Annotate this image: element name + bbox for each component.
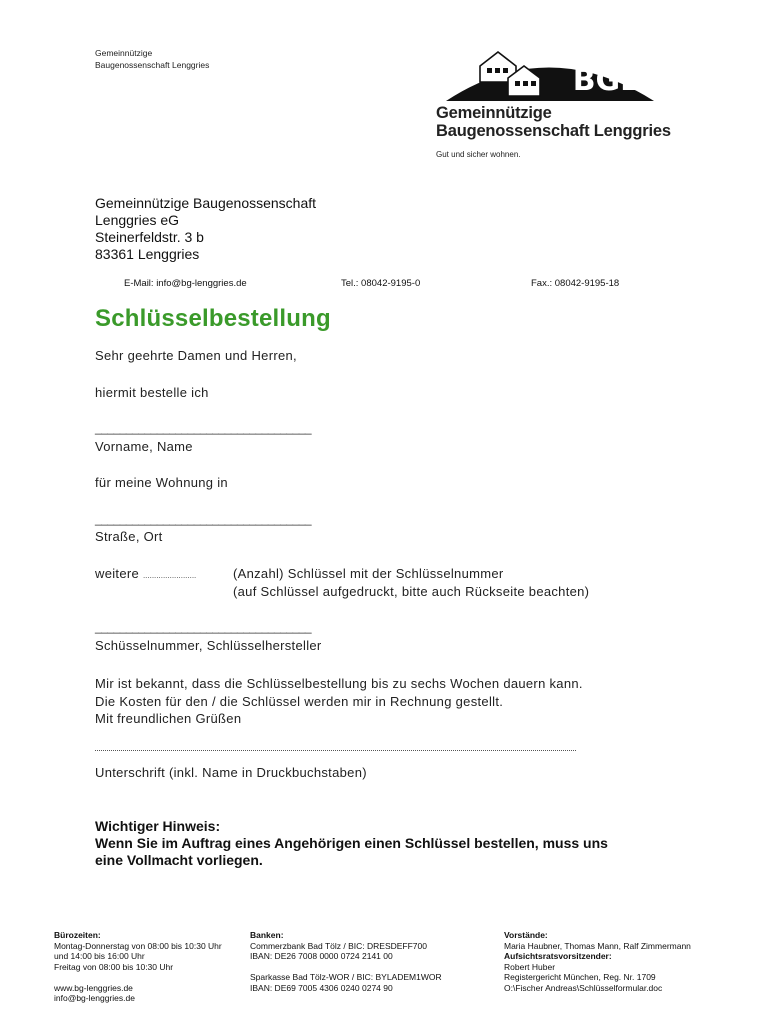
chair-heading: Aufsichtsratsvorsitzender: xyxy=(504,951,612,961)
footer-office xyxy=(54,930,222,1004)
statement-line: Mir ist bekannt, dass die Schlüsselbestellung bis zu sechs Wochen dauern kann. xyxy=(95,676,583,691)
office-heading: Bürozeiten: xyxy=(54,930,101,940)
field-label-name: Vorname, Name xyxy=(95,439,193,454)
weitere-text: weitere xyxy=(95,566,140,581)
statement-block xyxy=(95,675,583,728)
address-line: 83361 Lenggries xyxy=(95,246,200,262)
weitere-line-2: (auf Schlüssel aufgedruckt, bitte auch Rückseite beachten) xyxy=(233,584,590,599)
signature-label: Unterschrift (inkl. Name in Druckbuchstaben) xyxy=(95,765,367,780)
email-link[interactable]: info@bg-lenggries.de xyxy=(54,993,135,1003)
contact-tel: Tel.: 08042-9195-0 xyxy=(341,278,421,289)
bank-line: IBAN: DE69 7005 4306 0240 0274 90 xyxy=(250,982,393,993)
contact-email: E-Mail: info@bg-lenggries.de xyxy=(124,278,247,289)
website-link[interactable]: www.bg-lenggries.de xyxy=(54,982,133,993)
name-input-line[interactable]: ___________________________________ xyxy=(95,421,312,435)
office-line: Montag-Donnerstag von 08:00 bis 10:30 Uhr xyxy=(54,940,222,951)
sender-small xyxy=(95,47,209,71)
address-line: Gemeinnützige Baugenossenschaft xyxy=(95,195,317,211)
register-info: Registergericht München, Reg. Nr. 1709 xyxy=(504,972,656,982)
banks-heading: Banken: xyxy=(250,930,284,940)
sender-small-line: Gemeinnützige xyxy=(95,48,153,58)
chair-name: Robert Huber xyxy=(504,961,556,972)
page-title: Schlüsselbestellung xyxy=(95,305,331,332)
address-line: Lenggries eG xyxy=(95,212,180,228)
field-label-street: Straße, Ort xyxy=(95,529,163,544)
quantity-input-dots[interactable]: ........................ xyxy=(142,571,197,580)
office-line: Freitag von 08:00 bis 10:30 Uhr xyxy=(54,961,174,972)
sender-small-line: Baugenossenschaft Lenggries xyxy=(95,60,210,70)
notice-line: Wenn Sie im Auftrag eines Angehörigen einen Schlüssel bestellen, muss uns xyxy=(95,835,608,851)
logo-name xyxy=(436,104,671,140)
weitere-label xyxy=(95,566,196,581)
bank-line: IBAN: DE26 7008 0000 0724 2141 00 xyxy=(250,951,393,961)
board-heading: Vorstände: xyxy=(504,930,548,940)
logo-letters: BGL xyxy=(572,63,640,98)
bank-line: Commerzbank Bad Tölz / BIC: DRESDEFF700 xyxy=(250,940,427,951)
bank-line: Sparkasse Bad Tölz-WOR / BIC: BYLADEM1WOR xyxy=(250,972,442,982)
address-block xyxy=(95,195,316,263)
signature-input-line[interactable] xyxy=(95,750,576,751)
logo-slogan: Gut und sicher wohnen. xyxy=(436,150,521,159)
weitere-line-1: (Anzahl) Schlüssel mit der Schlüsselnummer xyxy=(233,566,504,581)
board-members: Maria Haubner, Thomas Mann, Ralf Zimmermann xyxy=(504,940,691,951)
address-line: Steinerfeldstr. 3 b xyxy=(95,229,204,245)
statement-line: Mit freundlichen Grüßen xyxy=(95,711,242,726)
intro-text: hiermit bestelle ich xyxy=(95,385,209,400)
footer-board xyxy=(504,930,691,993)
statement-line: Die Kosten für den / die Schlüssel werden mir in Rechnung gestellt. xyxy=(95,693,504,709)
contact-fax: Fax.: 08042-9195-18 xyxy=(531,278,620,289)
office-line: und 14:00 bis 16:00 Uhr xyxy=(54,951,145,961)
field-label-key: Schüsselnummer, Schlüsselhersteller xyxy=(95,638,322,653)
logo-name-line: Gemeinnützige xyxy=(436,104,552,122)
footer-banks xyxy=(250,930,442,993)
flat-intro-text: für meine Wohnung in xyxy=(95,475,228,490)
key-input-line[interactable]: ___________________________________ xyxy=(95,620,312,634)
file-path: O:\Fischer Andreas\Schlüsselformular.doc xyxy=(504,982,663,993)
salutation: Sehr geehrte Damen und Herren, xyxy=(95,348,297,363)
notice-line: eine Vollmacht vorliegen. xyxy=(95,852,263,868)
street-input-line[interactable]: ___________________________________ xyxy=(95,512,312,526)
logo-name-line: Baugenossenschaft Lenggries xyxy=(436,122,671,140)
notice-heading: Wichtiger Hinweis: xyxy=(95,818,221,834)
important-notice xyxy=(95,818,608,869)
